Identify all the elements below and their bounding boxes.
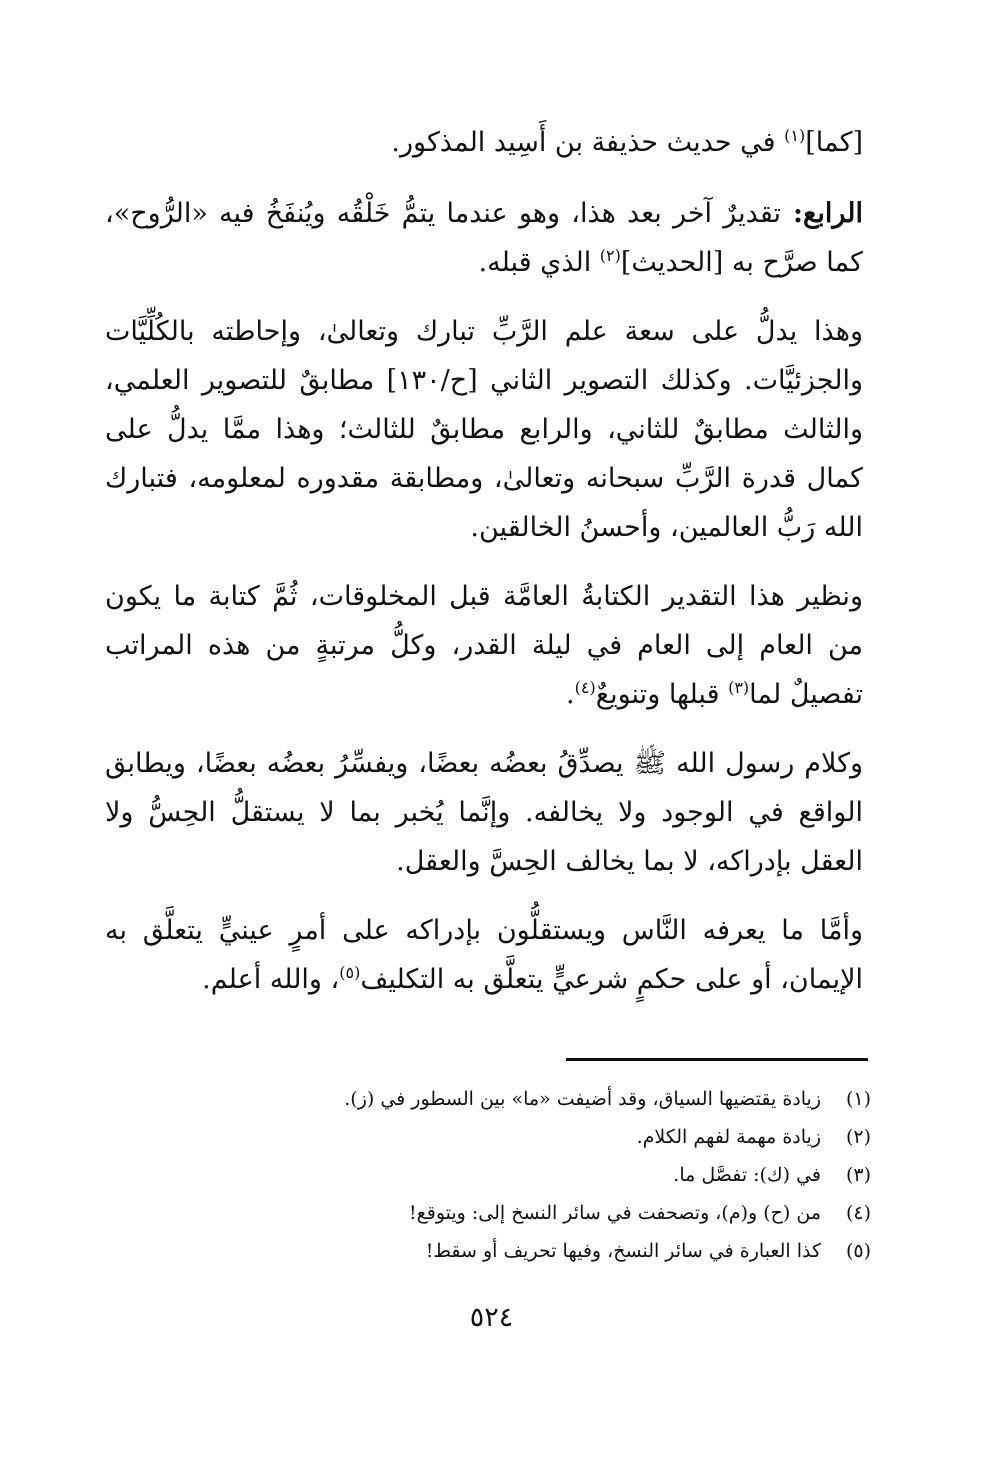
- footnote-item: [105, 1156, 871, 1194]
- footnote-item: [105, 1080, 871, 1118]
- footnote-number: (٣): [845, 1164, 871, 1186]
- paragraph-5: [105, 739, 863, 886]
- paragraph-6: [105, 906, 863, 1004]
- paragraph-text: في حديث حذيفة بن أَسِيد المذكور.: [391, 127, 785, 158]
- footnote-item: [105, 1194, 871, 1232]
- footnote-text: من (ح) و(م)، وتصحفت في سائر النسخ إلى: ويتوقع!: [409, 1202, 821, 1224]
- paragraph-4: [105, 572, 863, 719]
- paragraph-text: .: [566, 679, 575, 710]
- footnotes: [105, 1080, 871, 1270]
- paragraph-text: ، والله أعلم.: [202, 964, 340, 995]
- footnote-item: [105, 1232, 871, 1270]
- footnote-text: زيادة مهمة لفهم الكلام.: [636, 1126, 821, 1148]
- paragraph-text: الذي قبله.: [478, 247, 600, 278]
- footnote-ref: (٤): [574, 678, 596, 697]
- paragraph-text: وأمَّا ما يعرفه النَّاس ويستقلُّون بإدراكه على أمرٍ عينيٍّ يتعلَّق به الإيمان، أو على حكمٍ شرعيٍّ يتعلَّق به التكليف: [105, 915, 863, 995]
- main-text: [105, 118, 863, 1024]
- paragraph-text: [كما]: [805, 127, 863, 158]
- paragraph-text: وهذا يدلُّ على سعة علم الرَّبِّ تبارك وتعالىٰ، وإحاطته بالكُلِّيَّات والجزئيَّات. وكذلك التصوير الثاني [ح/١٣٠] مطابقٌ للتصوير العلمي، والثالث مطابقٌ للثاني، والرابع مطابقٌ للثالث؛ وهذا ممَّا يدلُّ على كمال قدرة الرَّبِّ سبحانه وتعالىٰ، ومطابقة مقدوره لمعلومه، فتبارك الله رَبُّ العالمين، وأحسنُ الخالقين.: [105, 316, 863, 543]
- footnote-text: كذا العبارة في سائر النسخ، وفيها تحريف أو سقط!: [425, 1240, 821, 1262]
- paragraph-text: ونظير هذا التقدير الكتابةُ العامَّة قبل المخلوقات، ثُمَّ كتابة ما يكون من العام إلى العام في ليلة القدر، وكلُّ مرتبةٍ من هذه المراتب تفصيلٌ لما: [105, 581, 863, 710]
- footnote-ref: (٣): [728, 678, 750, 697]
- paragraph-1: [105, 118, 863, 167]
- footnote-separator: [566, 1058, 868, 1061]
- footnote-number: (١): [845, 1088, 871, 1110]
- footnote-ref: (٢): [599, 246, 621, 265]
- paragraph-2: [105, 189, 863, 287]
- footnote-number: (٥): [845, 1240, 871, 1262]
- footnote-ref: (١): [784, 126, 806, 145]
- footnote-text: زيادة يقتضيها السياق، وقد أضيفت «ما» بين السطور في (ز).: [344, 1088, 821, 1110]
- page-number: ٥٢٤: [469, 1302, 514, 1333]
- paragraph-text: وكلام رسول الله ﷺ يصدِّقُ بعضُه بعضًا، ويفسِّرُ بعضُه بعضًا، ويطابق الواقع في الوجود ولا يخالفه. وإنَّما يُخبر بما لا يستقلُّ الحِسُّ ولا العقل بإدراكه، لا بما يخالف الحِسَّ والعقل.: [105, 748, 863, 877]
- footnote-ref: (٥): [339, 963, 361, 982]
- paragraph-3: [105, 307, 863, 552]
- footnote-item: [105, 1118, 871, 1156]
- paragraph-text: تقديرٌ آخر بعد هذا، وهو عندما يتمُّ خَلْقُه ويُنفَخُ فيه «الرُّوح»، كما صرَّح به [الحديث]: [105, 198, 863, 278]
- footnote-number: (٢): [845, 1126, 871, 1148]
- footnote-text: في (ك): تفصَّل ما.: [673, 1164, 821, 1186]
- paragraph-text: قبلها وتنويعٌ: [595, 679, 729, 710]
- footnote-number: (٤): [845, 1202, 871, 1224]
- run-in-heading: الرابع:: [781, 198, 863, 229]
